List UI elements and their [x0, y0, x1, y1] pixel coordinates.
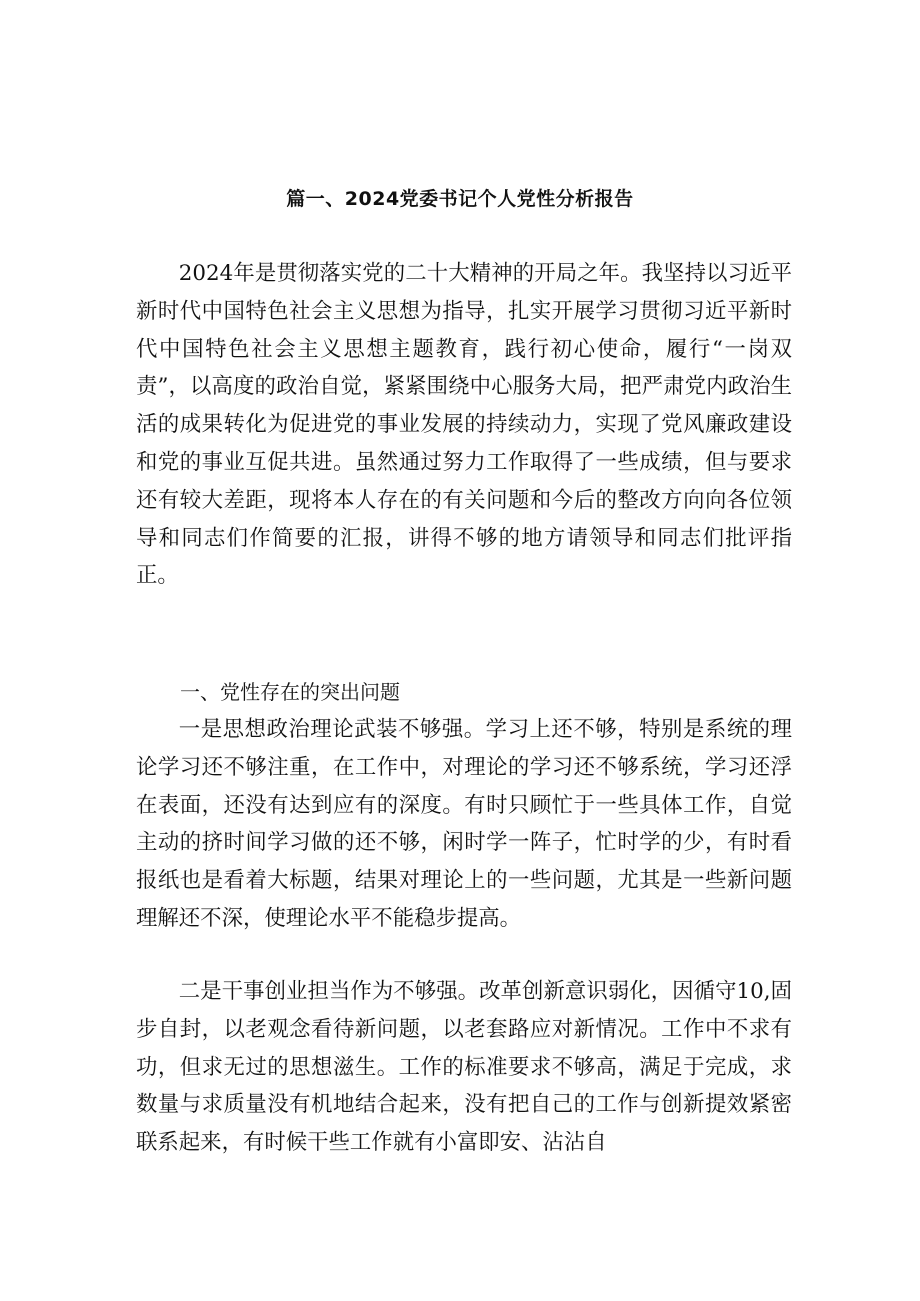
paragraph-theory: 一是思想政治理论武装不够强。学习上还不够，特别是系统的理论学习还不够注重，在工作中，对理论的学习还不够系统，学习还浮在表面，还没有达到应有的深度。有时只顾忙于一些具体工作，自觉主动的挤时间学习做的还不够，闲时学一阵子，忙时学的少，有时看报纸也是看着大标题，结果对理论上的一些问题，尤其是一些新问题理解还不深，使理论水平不能稳步提高。: [136, 717, 792, 931]
document-title: 篇一、2024党委书记个人党性分析报告: [286, 188, 634, 210]
intro-paragraph: 2024年是贯彻落实党的二十大精神的开局之年。我坚持以习近平新时代中国特色社会主义思想为指导，扎实开展学习贯彻习近平新时代中国特色社会主义思想主题教育，践行初心使命，履行“一岗双责”，以高度的政治自觉，紧紧围绕中心服务大局，把严肃党内政治生活的成果转化为促进党的事业发展的持续动力，实现了党风廉政建设和党的事业互促共进。虽然通过努力工作取得了一些成绩，但与要求还有较大差距，现将本人存在的有关问题和今后的整改方向向各位领导和同志们作简要的汇报，讲得不够的地方请领导和同志们批评指正。: [136, 261, 792, 589]
section-heading: 一、党性存在的突出问题: [180, 680, 400, 704]
paragraph-initiative: 二是干事创业担当作为不够强。改革创新意识弱化，因循守10,固步自封，以老观念看待新问题，以老套路应对新情况。工作中不求有功，但求无过的思想滋生。工作的标准要求不够高，满足于完成，求数量与求质量没有机地结合起来，没有把自己的工作与创新提效紧密联系起来，有时候干些工作就有小富即安、沾沾自: [136, 979, 792, 1156]
